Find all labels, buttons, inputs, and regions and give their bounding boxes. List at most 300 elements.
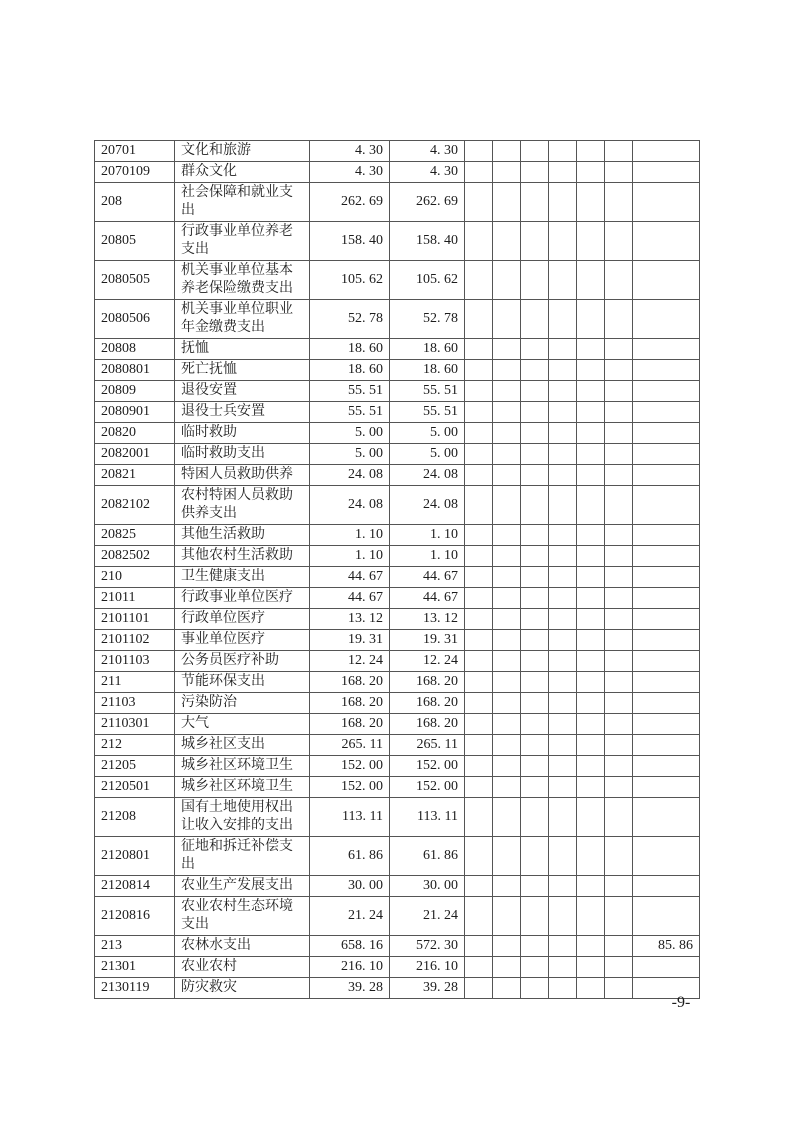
empty-cell (605, 339, 633, 360)
name-cell: 退役安置 (175, 381, 310, 402)
name-cell: 农业生产发展支出 (175, 876, 310, 897)
empty-cell (577, 546, 605, 567)
table-row (95, 630, 700, 651)
amount-cell: 1. 10 (310, 525, 390, 546)
empty-cell (577, 672, 605, 693)
empty-cell (465, 360, 493, 381)
empty-cell (493, 777, 521, 798)
empty-cell (549, 402, 577, 423)
amount-cell (633, 837, 700, 876)
empty-cell (521, 360, 549, 381)
empty-cell (465, 567, 493, 588)
empty-cell (605, 978, 633, 999)
empty-cell (465, 402, 493, 423)
empty-cell (465, 546, 493, 567)
empty-cell (549, 897, 577, 936)
empty-cell (549, 957, 577, 978)
amount-cell (633, 798, 700, 837)
code-cell: 2082502 (95, 546, 175, 567)
code-cell: 20820 (95, 423, 175, 444)
empty-cell (493, 876, 521, 897)
empty-cell (493, 651, 521, 672)
amount-cell: 30. 00 (390, 876, 465, 897)
table-row (95, 567, 700, 588)
empty-cell (605, 525, 633, 546)
table-row (95, 735, 700, 756)
amount-cell: 12. 24 (390, 651, 465, 672)
amount-cell: 39. 28 (390, 978, 465, 999)
amount-cell: 13. 12 (390, 609, 465, 630)
empty-cell (605, 693, 633, 714)
empty-cell (605, 183, 633, 222)
amount-cell: 12. 24 (310, 651, 390, 672)
empty-cell (493, 756, 521, 777)
empty-cell (549, 486, 577, 525)
code-cell: 2080505 (95, 261, 175, 300)
amount-cell: 24. 08 (310, 486, 390, 525)
amount-cell: 168. 20 (310, 693, 390, 714)
empty-cell (493, 183, 521, 222)
empty-cell (493, 567, 521, 588)
empty-cell (521, 735, 549, 756)
empty-cell (577, 714, 605, 735)
amount-cell (633, 876, 700, 897)
amount-cell: 168. 20 (390, 672, 465, 693)
amount-cell: 1. 10 (310, 546, 390, 567)
empty-cell (521, 183, 549, 222)
amount-cell: 572. 30 (390, 936, 465, 957)
amount-cell (633, 183, 700, 222)
name-cell: 节能环保支出 (175, 672, 310, 693)
amount-cell (633, 300, 700, 339)
amount-cell: 105. 62 (390, 261, 465, 300)
empty-cell (577, 261, 605, 300)
empty-cell (465, 777, 493, 798)
empty-cell (605, 423, 633, 444)
amount-cell (633, 339, 700, 360)
empty-cell (549, 609, 577, 630)
code-cell: 212 (95, 735, 175, 756)
empty-cell (605, 609, 633, 630)
code-cell: 21301 (95, 957, 175, 978)
empty-cell (549, 798, 577, 837)
empty-cell (605, 381, 633, 402)
code-cell: 210 (95, 567, 175, 588)
empty-cell (549, 876, 577, 897)
amount-cell (633, 360, 700, 381)
empty-cell (605, 798, 633, 837)
empty-cell (521, 651, 549, 672)
empty-cell (605, 735, 633, 756)
empty-cell (549, 183, 577, 222)
empty-cell (549, 444, 577, 465)
code-cell: 20805 (95, 222, 175, 261)
empty-cell (577, 756, 605, 777)
empty-cell (493, 261, 521, 300)
empty-cell (577, 978, 605, 999)
table-row (95, 672, 700, 693)
empty-cell (521, 222, 549, 261)
amount-cell: 265. 11 (390, 735, 465, 756)
empty-cell (493, 798, 521, 837)
amount-cell: 44. 67 (390, 588, 465, 609)
empty-cell (577, 183, 605, 222)
name-cell: 文化和旅游 (175, 141, 310, 162)
empty-cell (605, 777, 633, 798)
empty-cell (493, 672, 521, 693)
amount-cell: 24. 08 (310, 465, 390, 486)
amount-cell (633, 588, 700, 609)
empty-cell (549, 546, 577, 567)
empty-cell (577, 339, 605, 360)
amount-cell: 168. 20 (310, 714, 390, 735)
empty-cell (605, 936, 633, 957)
code-cell: 20808 (95, 339, 175, 360)
table-row (95, 714, 700, 735)
empty-cell (465, 423, 493, 444)
empty-cell (465, 735, 493, 756)
table-row (95, 339, 700, 360)
table-row (95, 777, 700, 798)
empty-cell (465, 936, 493, 957)
amount-cell: 55. 51 (390, 381, 465, 402)
code-cell: 21011 (95, 588, 175, 609)
empty-cell (549, 525, 577, 546)
empty-cell (605, 402, 633, 423)
empty-cell (577, 525, 605, 546)
empty-cell (493, 465, 521, 486)
empty-cell (549, 651, 577, 672)
amount-cell: 216. 10 (390, 957, 465, 978)
empty-cell (465, 798, 493, 837)
empty-cell (493, 402, 521, 423)
name-cell: 城乡社区支出 (175, 735, 310, 756)
empty-cell (465, 525, 493, 546)
empty-cell (521, 300, 549, 339)
code-cell: 2101101 (95, 609, 175, 630)
empty-cell (549, 300, 577, 339)
empty-cell (577, 588, 605, 609)
empty-cell (521, 525, 549, 546)
empty-cell (493, 300, 521, 339)
empty-cell (521, 588, 549, 609)
table-row (95, 978, 700, 999)
empty-cell (493, 588, 521, 609)
amount-cell (633, 609, 700, 630)
empty-cell (521, 978, 549, 999)
name-cell: 死亡抚恤 (175, 360, 310, 381)
empty-cell (549, 423, 577, 444)
empty-cell (577, 423, 605, 444)
name-cell: 行政事业单位医疗 (175, 588, 310, 609)
empty-cell (465, 672, 493, 693)
name-cell: 农业农村生态环境支出 (175, 897, 310, 936)
code-cell: 21103 (95, 693, 175, 714)
amount-cell (633, 651, 700, 672)
amount-cell (633, 897, 700, 936)
empty-cell (605, 444, 633, 465)
amount-cell: 61. 86 (390, 837, 465, 876)
code-cell: 2120816 (95, 897, 175, 936)
empty-cell (465, 141, 493, 162)
amount-cell: 262. 69 (310, 183, 390, 222)
amount-cell (633, 630, 700, 651)
name-cell: 机关事业单位职业年金缴费支出 (175, 300, 310, 339)
empty-cell (465, 897, 493, 936)
empty-cell (577, 465, 605, 486)
empty-cell (577, 300, 605, 339)
empty-cell (493, 714, 521, 735)
amount-cell (633, 465, 700, 486)
empty-cell (549, 837, 577, 876)
budget-table (94, 140, 700, 999)
empty-cell (605, 162, 633, 183)
empty-cell (521, 897, 549, 936)
amount-cell (633, 756, 700, 777)
name-cell: 行政事业单位养老支出 (175, 222, 310, 261)
amount-cell (633, 777, 700, 798)
table-row (95, 693, 700, 714)
empty-cell (493, 957, 521, 978)
empty-cell (521, 444, 549, 465)
amount-cell (633, 714, 700, 735)
empty-cell (521, 339, 549, 360)
empty-cell (465, 978, 493, 999)
empty-cell (549, 222, 577, 261)
empty-cell (465, 693, 493, 714)
empty-cell (465, 381, 493, 402)
amount-cell: 265. 11 (310, 735, 390, 756)
amount-cell (633, 381, 700, 402)
amount-cell: 61. 86 (310, 837, 390, 876)
empty-cell (493, 381, 521, 402)
name-cell: 行政单位医疗 (175, 609, 310, 630)
empty-cell (549, 360, 577, 381)
empty-cell (493, 444, 521, 465)
code-cell: 2110301 (95, 714, 175, 735)
empty-cell (493, 609, 521, 630)
empty-cell (521, 777, 549, 798)
amount-cell: 5. 00 (390, 423, 465, 444)
empty-cell (493, 735, 521, 756)
amount-cell: 21. 24 (310, 897, 390, 936)
empty-cell (521, 567, 549, 588)
empty-cell (465, 588, 493, 609)
empty-cell (577, 693, 605, 714)
empty-cell (577, 381, 605, 402)
table-row (95, 876, 700, 897)
empty-cell (549, 162, 577, 183)
empty-cell (549, 588, 577, 609)
empty-cell (521, 486, 549, 525)
amount-cell (633, 162, 700, 183)
empty-cell (549, 141, 577, 162)
name-cell: 城乡社区环境卫生 (175, 777, 310, 798)
amount-cell: 105. 62 (310, 261, 390, 300)
empty-cell (521, 423, 549, 444)
empty-cell (521, 876, 549, 897)
empty-cell (493, 360, 521, 381)
empty-cell (549, 693, 577, 714)
empty-cell (549, 978, 577, 999)
table-row (95, 402, 700, 423)
empty-cell (549, 339, 577, 360)
name-cell: 抚恤 (175, 339, 310, 360)
amount-cell: 44. 67 (390, 567, 465, 588)
empty-cell (549, 465, 577, 486)
amount-cell (633, 141, 700, 162)
name-cell: 临时救助支出 (175, 444, 310, 465)
empty-cell (549, 756, 577, 777)
empty-cell (605, 630, 633, 651)
amount-cell: 4. 30 (390, 162, 465, 183)
amount-cell (633, 486, 700, 525)
amount-cell: 24. 08 (390, 465, 465, 486)
amount-cell (633, 444, 700, 465)
empty-cell (605, 672, 633, 693)
amount-cell: 18. 60 (390, 339, 465, 360)
empty-cell (605, 222, 633, 261)
table-row (95, 756, 700, 777)
empty-cell (605, 957, 633, 978)
empty-cell (605, 141, 633, 162)
empty-cell (465, 651, 493, 672)
name-cell: 退役士兵安置 (175, 402, 310, 423)
empty-cell (521, 261, 549, 300)
empty-cell (549, 567, 577, 588)
amount-cell: 113. 11 (310, 798, 390, 837)
page-number: -9- (671, 994, 691, 1011)
amount-cell: 158. 40 (310, 222, 390, 261)
empty-cell (549, 261, 577, 300)
amount-cell: 4. 30 (310, 141, 390, 162)
empty-cell (605, 300, 633, 339)
table-row (95, 261, 700, 300)
empty-cell (577, 837, 605, 876)
empty-cell (465, 300, 493, 339)
empty-cell (521, 798, 549, 837)
amount-cell: 13. 12 (310, 609, 390, 630)
table-row (95, 651, 700, 672)
name-cell: 其他农村生活救助 (175, 546, 310, 567)
table-row (95, 936, 700, 957)
table-row (95, 162, 700, 183)
table-row (95, 360, 700, 381)
empty-cell (493, 339, 521, 360)
empty-cell (549, 777, 577, 798)
table-row (95, 798, 700, 837)
amount-cell (633, 546, 700, 567)
code-cell: 2082102 (95, 486, 175, 525)
amount-cell: 52. 78 (390, 300, 465, 339)
table-row (95, 609, 700, 630)
empty-cell (521, 714, 549, 735)
amount-cell: 152. 00 (310, 777, 390, 798)
empty-cell (521, 402, 549, 423)
code-cell: 20809 (95, 381, 175, 402)
amount-cell (633, 957, 700, 978)
name-cell: 公务员医疗补助 (175, 651, 310, 672)
empty-cell (605, 546, 633, 567)
amount-cell (633, 261, 700, 300)
amount-cell: 52. 78 (310, 300, 390, 339)
amount-cell: 152. 00 (310, 756, 390, 777)
empty-cell (605, 897, 633, 936)
name-cell: 社会保障和就业支出 (175, 183, 310, 222)
empty-cell (577, 486, 605, 525)
empty-cell (521, 546, 549, 567)
amount-cell: 168. 20 (390, 693, 465, 714)
empty-cell (577, 735, 605, 756)
amount-cell: 658. 16 (310, 936, 390, 957)
table-row (95, 381, 700, 402)
empty-cell (521, 936, 549, 957)
empty-cell (521, 381, 549, 402)
empty-cell (465, 714, 493, 735)
code-cell: 20821 (95, 465, 175, 486)
table-row (95, 546, 700, 567)
empty-cell (521, 756, 549, 777)
empty-cell (521, 957, 549, 978)
empty-cell (577, 162, 605, 183)
empty-cell (493, 162, 521, 183)
amount-cell: 39. 28 (310, 978, 390, 999)
empty-cell (605, 588, 633, 609)
empty-cell (465, 876, 493, 897)
table-row (95, 222, 700, 261)
amount-cell: 5. 00 (310, 423, 390, 444)
name-cell: 其他生活救助 (175, 525, 310, 546)
name-cell: 农林水支出 (175, 936, 310, 957)
table-row (95, 141, 700, 162)
amount-cell (633, 525, 700, 546)
empty-cell (465, 222, 493, 261)
empty-cell (577, 897, 605, 936)
name-cell: 农村特困人员救助供养支出 (175, 486, 310, 525)
amount-cell: 55. 51 (310, 381, 390, 402)
amount-cell: 55. 51 (390, 402, 465, 423)
empty-cell (465, 162, 493, 183)
empty-cell (605, 465, 633, 486)
empty-cell (493, 423, 521, 444)
empty-cell (577, 936, 605, 957)
name-cell: 防灾救灾 (175, 978, 310, 999)
amount-cell: 158. 40 (390, 222, 465, 261)
empty-cell (577, 360, 605, 381)
code-cell: 208 (95, 183, 175, 222)
empty-cell (549, 381, 577, 402)
amount-cell: 55. 51 (310, 402, 390, 423)
empty-cell (605, 651, 633, 672)
table-row (95, 183, 700, 222)
code-cell: 211 (95, 672, 175, 693)
empty-cell (521, 837, 549, 876)
empty-cell (605, 837, 633, 876)
empty-cell (493, 978, 521, 999)
empty-cell (577, 567, 605, 588)
code-cell: 2101103 (95, 651, 175, 672)
code-cell: 2080901 (95, 402, 175, 423)
empty-cell (605, 261, 633, 300)
table-row (95, 837, 700, 876)
amount-cell: 30. 00 (310, 876, 390, 897)
empty-cell (521, 141, 549, 162)
empty-cell (605, 714, 633, 735)
amount-cell: 5. 00 (310, 444, 390, 465)
code-cell: 2082001 (95, 444, 175, 465)
amount-cell: 1. 10 (390, 546, 465, 567)
amount-cell: 18. 60 (310, 360, 390, 381)
